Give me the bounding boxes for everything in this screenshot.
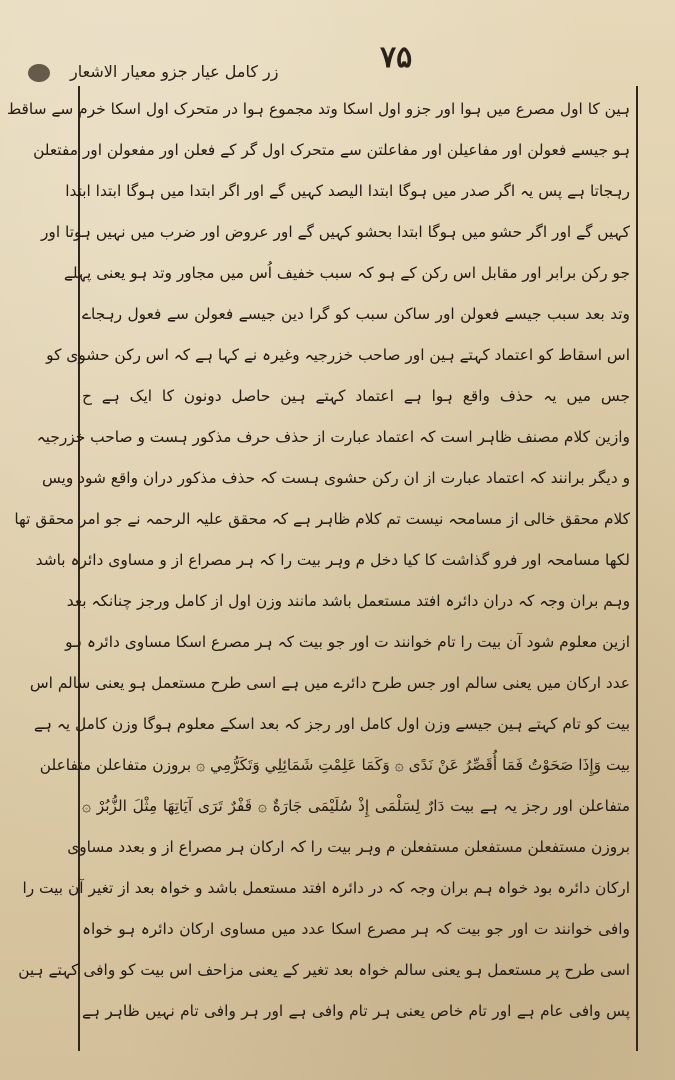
running-title: زر کامل عیار جزو معیار الاشعار xyxy=(70,62,279,81)
text-line: وہم بران وجہ کہ دران دائرہ افتد مستعمل باشد مانند وزن اول از کامل ورجز چنانکہ بعد xyxy=(66,592,630,610)
text-line: جو رکن برابر اور مقابل اس رکن کے ہو کہ سبب خفیف اُس میں مجاور وتد ہو یعنی پہلے xyxy=(63,264,630,282)
text-line: ہین کا اول مصرع میں ہوا اور جزو اول اسکا وتد مجموع ہوا در متحرک اول اسکا خرم سے ساقط xyxy=(6,100,630,118)
text-body xyxy=(6,92,630,1052)
page-header xyxy=(70,40,640,80)
text-line: جس میں یہ حذف واقع ہوا ہے اعتماد کہتے ہین حاصل دونون کا ایک ہے ح xyxy=(82,387,630,405)
text-line: رہجاتا ہے پس یہ اگر صدر میں ہوگا ابتدا الیصد کہیں گے اور اگر ابتدا میں ہوگا ابتدا ابتدا xyxy=(65,182,630,200)
text-line: و دیگر برانند کہ اعتماد عبارت از ان رکن حشوی ہست کہ حذف مذکور دران واقع شود ویس xyxy=(41,469,630,487)
text-line: وتد بعد سبب جیسے فعولن اور ساکن سبب کو گرا دین جیسے فعولن سے فعول رہجاے xyxy=(82,305,630,323)
text-line: ارکان دائرہ بود خواہ ہم بران وجہ کہ در دائرہ افتد مستعمل باشد و خواہ بعد از تغیر آن بیت را xyxy=(22,879,630,897)
page-number: ٧۵ xyxy=(380,40,413,75)
text-line: لکھا مسامحہ اور فرو گذاشت کا کیا دخل م وہر بیت را کہ ہر مصراع از و مساوی دائرہ باشد xyxy=(35,551,630,569)
text-line: اسی طرح پر مستعمل ہو یعنی سالم خواہ بعد تغیر کے یعنی مزاحف اس بیت کو وافی کہتے ہین xyxy=(18,961,630,979)
text-line: کہیں گے اور اگر حشو میں ہوگا ابتدا بحشو کہیں گے اور عروض اور ضرب میں نہیں ہوتا اور xyxy=(40,223,630,241)
text-line: کلام محقق خالی از مسامحہ نیست تم کلام ظاہر ہے کہ محقق علیہ الرحمہ نے جو امر محقق تھا xyxy=(14,510,630,528)
ink-blot xyxy=(28,64,50,82)
text-line: اس اسقاط کو اعتماد کہتے ہین اور صاحب خزرجیہ وغیرہ نے کہا ہے کہ اس رکن حشوی کو xyxy=(46,346,630,364)
text-line: بیت کو تام کہتے ہین جیسے وزن اول کامل اور رجز کہ بعد اسکے معلوم ہوگا وزن کامل یہ ہے xyxy=(33,715,630,733)
text-line: پس وافی عام ہے اور تام خاص یعنی ہر تام وافی ہے اور ہر وافی تام نہیں ظاہر ہے xyxy=(82,1002,630,1020)
text-line: وافی خوانند ت اور جو بیت کہ ہر مصرع اسکا عدد میں مساوی ارکان دائرہ ہو خواہ xyxy=(82,920,630,938)
text-line: ازین معلوم شود آن بیت را تام خوانند ت اور جو بیت کہ ہر مصرع اسکا مساوی دائرہ ہو xyxy=(65,633,630,651)
text-line: ہو جیسے فعولن اور مفاعیلن اور مفاعلتن سے متحرک اول گر کے فعلن اور مفعولن اور مفتعلن xyxy=(33,141,630,159)
text-line: وازین کلام مصنف ظاہر است کہ اعتماد عبارت از حذف حرف مذکور ہست و صاحب خزرجیہ xyxy=(36,428,630,446)
text-line: متفاعلن اور رجز یہ ہے بیت دَارٌ لِسَلْمَى إِذْ سُلَيْمَى جَارَةٌ ۞ قَفْرٌ تَرَى آيَاتِهَا مِثْلَ الزُّبُرْ ۞ xyxy=(82,797,630,815)
text-line: بیت وَإِذَا صَحَوْتُ فَمَا أُقَصِّرُ عَنْ نَدًى ۞ وَكَمَا عَلِمْتِ شَمَائِلِي وَتَكَرُّمِي ۞ بروزن متفاعلن متفاعلن xyxy=(39,756,630,774)
text-line: عدد ارکان میں یعنی سالم اور جس طرح دائرے میں ہے اسی طرح مستعمل ہو یعنی سالم اس xyxy=(29,674,630,692)
text-line: بروزن مستفعلن مستفعلن مستفعلن م وہر بیت را کہ ارکان ہر مصراع از و بعدد مساوی xyxy=(67,838,630,856)
